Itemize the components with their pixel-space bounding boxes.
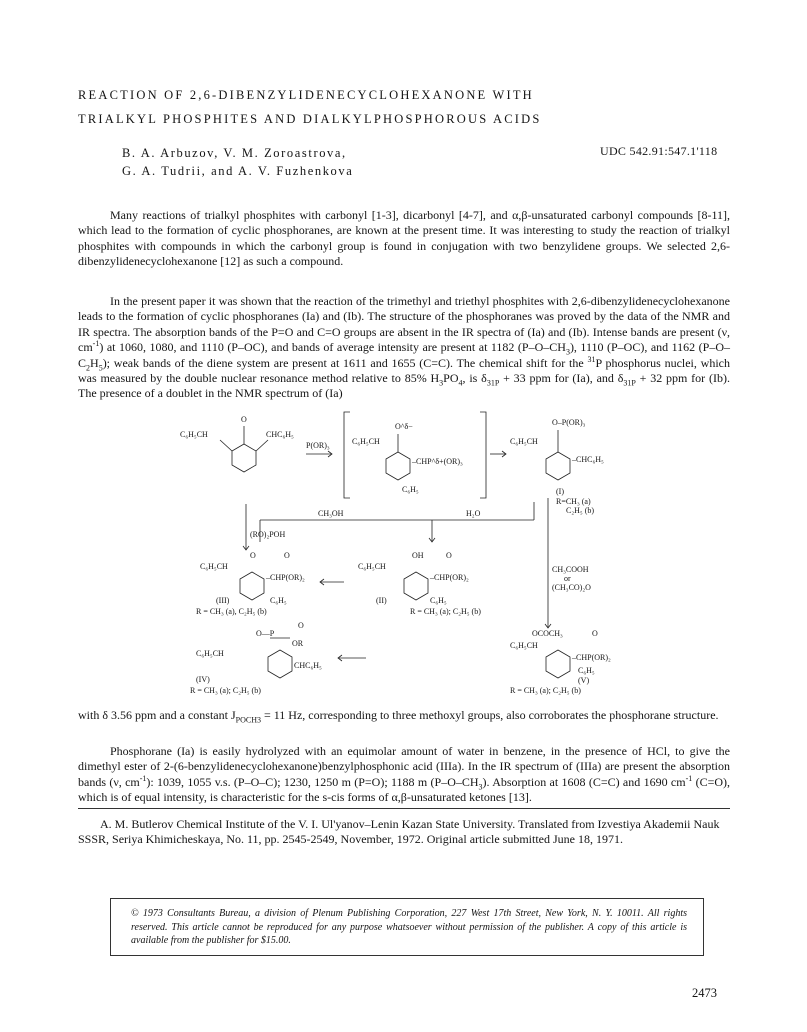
title-line-1: REACTION OF 2,6-DIBENZYLIDENECYCLOHEXANONE WITH	[78, 88, 534, 102]
scheme-ring-iv	[268, 650, 292, 678]
scheme-label: O–P(OR)₃	[552, 418, 586, 427]
p2-sub: 3	[439, 378, 444, 388]
scheme-label: R = CH₃ (a); C₂H₅ (b)	[510, 686, 581, 695]
scheme-ring-intermediate	[386, 452, 410, 480]
scheme-label: (III)	[216, 596, 230, 605]
p2-sub: 5	[98, 363, 103, 373]
scheme-label: O	[284, 551, 290, 560]
scheme-label: –CHP(OR)₂	[266, 573, 305, 582]
scheme-label: C₆H₅CH	[200, 562, 228, 571]
scheme-label: O—P	[256, 629, 275, 638]
footnote-divider	[78, 808, 730, 809]
scheme-label: (V)	[578, 676, 590, 685]
p4-sup: -1	[685, 773, 693, 783]
footnote	[78, 817, 730, 848]
scheme-label: or	[564, 574, 571, 583]
scheme-ring-iii	[240, 572, 264, 600]
p2-text: H	[90, 355, 99, 370]
scheme-label: OR	[292, 639, 304, 648]
scheme-label: –CHP(OR)₂	[430, 573, 469, 582]
scheme-label: P(OR)₃	[306, 441, 330, 450]
scheme-label: (II)	[376, 596, 387, 605]
p2-sup: -1	[92, 339, 100, 349]
p2-sub: 31P	[486, 378, 500, 388]
scheme-label: C₆H₅CH	[510, 437, 538, 446]
scheme-label: C₆H₅CH	[358, 562, 386, 571]
p3-sub: POCH3	[235, 715, 261, 725]
scheme-label: C₂H₅ (b)	[566, 506, 595, 515]
paragraph-intro	[78, 208, 730, 270]
scheme-label: C₆H₅CH	[510, 641, 538, 650]
p4-sup: -1	[139, 773, 147, 783]
scheme-label: C₆H₅	[402, 485, 419, 494]
scheme-label: O^δ−	[395, 422, 413, 431]
p2-text: , is δ	[462, 371, 487, 386]
scheme-label: C₆H₅CH	[352, 437, 380, 446]
scheme-label: OH	[412, 551, 424, 560]
p2-sub: 31P	[623, 378, 636, 388]
scheme-label: R=CH₃ (a)	[556, 497, 591, 506]
p4-text: ). Absorption at 1608 (C=C) and 1690 cm	[482, 774, 686, 789]
scheme-label: C₆H₅CH	[180, 430, 208, 439]
scheme-label: O	[446, 551, 452, 560]
p2-sub: 3	[565, 347, 570, 357]
scheme-label: C₆H₅	[270, 596, 287, 605]
scheme-label: (RO)₂POH	[250, 530, 286, 539]
paragraph-intro-text: Many reactions of trialkyl phosphites with carbonyl [1-3], dicarbonyl [4-7], and α,β-unsaturated carbonyl compounds [8-11], which lead to the formation of cyclic phosphoranes, are known at the present time. It was interesting to study the reaction of trialkyl phosphites with compounds in which the carbonyl group is found in conjugation with two benzylidene groups. We selected 2,6-dibenzylidenecyclohexanone [12] as such a compound.	[78, 208, 730, 269]
scheme-bracket-right	[480, 412, 486, 498]
scheme-bond	[220, 440, 232, 451]
scheme-label: C₆H₅	[578, 666, 595, 675]
scheme-label: (I)	[556, 487, 564, 496]
scheme-ring-ii	[404, 572, 428, 600]
authors-line-1: B. A. Arbuzov, V. M. Zoroastrova,	[122, 146, 347, 160]
p4-sub: 3	[478, 782, 483, 792]
copyright-text: © 1973 Consultants Bureau, a division of Plenum Publishing Corporation, 227 West 17th Street, New York, N. Y. 10011. All rights reserved. This article cannot be reproduced for any purpose whatsoever without permission of the publisher. A copy of this article is available from the publisher for $15.00.	[131, 908, 687, 946]
scheme-label: CH₃COOH	[552, 565, 589, 574]
scheme-label: CH₃OH	[318, 509, 344, 518]
udc-code: UDC 542.91:547.1'118	[600, 144, 718, 158]
p2-text: + 32 ppm for (Ib). The presence of a doublet in the NMR spectrum of (Ia)	[78, 371, 730, 401]
scheme-label: R = CH₃ (a); C₂H₅ (b)	[190, 686, 261, 695]
scheme-label: (CH₃CO)₂O	[552, 583, 591, 592]
scheme-label: CHC₆H₅	[266, 430, 294, 439]
reaction-scheme	[180, 392, 640, 702]
p2-text: In the present paper it was shown that the reaction of the trimethyl and triethyl phosphites with 2,6-dibenzylidenecyclohexanone leads to the formation of cyclic phosphoranes (Ia) and (Ib). The structure of the phosphoranes was proved by the data of the NMR and IR spectra. The absorption bands of the P=O and C=O groups are absent in the IR spectra of (Ia) and (Ib). Intense bands are present (ν, cm	[78, 294, 730, 355]
p2-text: P phosphorus nuclei, which was measured by the double nuclear resonance method relative to 85% H	[78, 355, 730, 386]
scheme-label: C₆H₅CH	[196, 649, 224, 658]
scheme-label: (IV)	[196, 675, 210, 684]
scheme-label: –CHP(OR)₂	[572, 653, 611, 662]
authors-line-2: G. A. Tudrii, and A. V. Fuzhenkova	[122, 164, 354, 178]
p2-sub: 4	[458, 378, 463, 388]
p2-text: ) at 1060, 1080, and 1110 (P–OC), and bands of average intensity are present at 1182 (P–O–CH	[99, 340, 566, 355]
scheme-label: –CHP^δ+(OR)₃	[412, 457, 463, 466]
scheme-ring-v	[546, 650, 570, 678]
scheme-label: R = CH₃ (a), C₂H₅ (b)	[196, 607, 267, 616]
scheme-label: O	[250, 551, 256, 560]
p4-text: ): 1039, 1055 v.s. (P–O–C); 1230, 1250 m (P=O); 1188 m (P–O–CH	[146, 774, 479, 789]
p2-text: ); weak bands of the diene system are present at 1611 and 1655 (C=C). The chemical shift for the	[102, 355, 588, 370]
title-line-2: TRIALKYL PHOSPHITES AND DIALKYLPHOSPHOROUS ACIDS	[78, 112, 542, 126]
p2-text: PO	[443, 371, 459, 386]
p2-sub: 2	[86, 363, 91, 373]
footnote-text: A. M. Butlerov Chemical Institute of the V. I. Ul'yanov–Lenin Kazan State University. Translated from Izvestiya Akademii Nauk SSSR, Seriya Khimicheskaya, No. 11, pp. 2545-2549, November, 1972. Original article submitted June 18, 1971.	[78, 817, 720, 847]
scheme-label: H₂O	[466, 509, 481, 518]
paragraph-hydrolysis	[78, 744, 730, 806]
scheme-label: C₆H₅	[430, 596, 447, 605]
scheme-label: O	[298, 621, 304, 630]
scheme-label: O	[241, 415, 247, 424]
p3-text: with δ 3.56 ppm and a constant J	[78, 708, 236, 722]
page-number: 2473	[692, 986, 717, 1000]
p2-text: + 33 ppm for (Ia), and δ	[499, 371, 624, 386]
scheme-label: R = CH₃ (a); C₂H₅ (b)	[410, 607, 481, 616]
p4-text: Phosphorane (Ia) is easily hydrolyzed with an equimolar amount of water in benzene, in the presence of HCl, to give the dimethyl ester of 2-(6-benzylidenecyclohexanone)benzylphosphonic acid (IIIa). In the IR spectrum of (IIIa) are present the absorption bands (ν, cm	[78, 744, 730, 789]
p4-text: (C=O), which is of equal intensity, is characteristic for the s-cis forms of α,β-unsaturated ketones [13].	[78, 774, 731, 805]
paragraph-nmr	[78, 708, 730, 723]
scheme-label: CHC₆H₅	[294, 661, 322, 670]
scheme-ring-i	[546, 452, 570, 480]
copyright-box	[110, 898, 704, 956]
scheme-ring-start	[232, 444, 256, 472]
scheme-bond	[256, 440, 268, 451]
scheme-label: O	[592, 629, 598, 638]
scheme-label: –CHC₆H₅	[572, 455, 604, 464]
p2-sup: 31	[587, 354, 596, 364]
scheme-label: OCOCH₃	[532, 629, 563, 638]
p3-text: = 11 Hz, corresponding to three methoxyl groups, also corroborates the phosphorane structure.	[260, 708, 719, 722]
paragraph-results	[78, 294, 730, 402]
p2-text: ), 1110 (P–OC), and 1162 (P–O–C	[78, 340, 730, 370]
scheme-bracket-left	[344, 412, 350, 498]
